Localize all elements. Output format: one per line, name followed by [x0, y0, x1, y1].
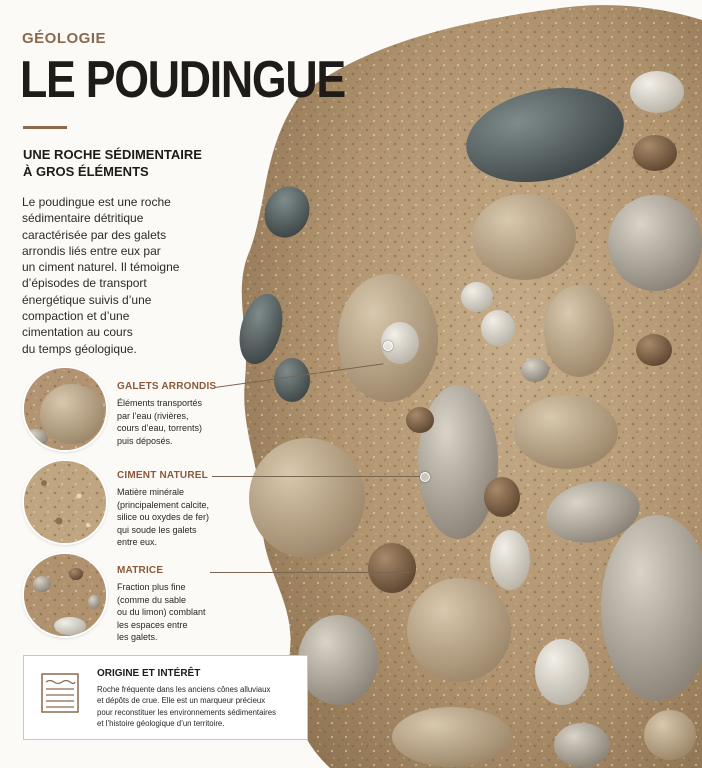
- feature-line: entre eux.: [117, 537, 158, 547]
- origin-line: et dépôts de crue. Elle est un marqueur précieux: [97, 696, 266, 706]
- title-divider: [23, 126, 67, 129]
- feature-desc-matrice: [117, 581, 227, 644]
- feature-title-ciment: CIMENT NATUREL: [117, 470, 208, 481]
- feature-title-matrice: MATRICE: [117, 565, 164, 576]
- page-subtitle: [23, 146, 253, 180]
- origin-info-box: [23, 655, 308, 740]
- feature-line: puis déposés.: [117, 435, 173, 446]
- intro-line: un ciment naturel. Il témoigne: [22, 260, 180, 275]
- feature-title-galets: GALETS ARRONDIS: [117, 381, 217, 392]
- origin-title: ORIGINE ET INTÉRÊT: [97, 668, 201, 679]
- strata-layers-icon: [41, 673, 79, 713]
- feature-desc-galets: [117, 397, 227, 447]
- intro-line: arrondis liés entre eux par: [22, 243, 161, 258]
- leader-line-matrice: [210, 572, 410, 573]
- eyebrow-category: GÉOLOGIE: [22, 30, 107, 47]
- intro-line: caractérisée par des galets: [22, 227, 167, 242]
- subtitle-line: UNE ROCHE SÉDIMENTAIRE: [23, 147, 202, 162]
- feature-line: cours d’eau, torrents): [117, 423, 203, 433]
- intro-line: cimentation au cours: [22, 325, 133, 340]
- callout-marker-galets: [383, 341, 393, 351]
- callout-marker-ciment: [420, 472, 430, 482]
- intro-line: du temps géologique.: [22, 341, 137, 356]
- feature-line: les galets.: [117, 632, 158, 642]
- feature-line: par l’eau (rivières,: [117, 410, 189, 421]
- feature-line: (comme du sable: [117, 594, 187, 605]
- page-title: LE POUDINGUE: [20, 51, 345, 109]
- intro-line: compaction et d’une: [22, 309, 130, 324]
- pebble-closeup-thumbnail: [24, 368, 106, 450]
- feature-line: (principalement calcite,: [117, 499, 210, 510]
- feature-line: silice ou oxydes de fer): [117, 512, 210, 522]
- cement-closeup-thumbnail: [24, 461, 106, 543]
- feature-line: Matière minérale: [117, 487, 185, 497]
- intro-line: énergétique suivis d’une: [22, 292, 152, 307]
- feature-line: qui soude les galets: [117, 524, 197, 535]
- origin-line: Roche fréquente dans les anciens cônes alluviaux: [97, 685, 271, 694]
- intro-line: d’épisodes de transport: [22, 276, 147, 291]
- origin-text: [97, 684, 302, 730]
- feature-desc-ciment: [117, 486, 227, 549]
- origin-line: pour reconstituer les environnements sédimentaires: [97, 707, 276, 717]
- matrix-closeup-thumbnail: [24, 554, 106, 636]
- intro-paragraph: [22, 194, 217, 357]
- feature-line: Éléments transportés: [117, 398, 203, 408]
- intro-line: sédimentaire détritique: [22, 211, 144, 226]
- leader-line-ciment: [212, 476, 420, 477]
- intro-line: Le poudingue est une roche: [22, 195, 171, 209]
- feature-line: ou du limon) comblant: [117, 607, 206, 617]
- subtitle-line: À GROS ÉLÉMENTS: [23, 164, 149, 179]
- origin-line: et l’histoire géologique d’un territoire.: [97, 719, 225, 729]
- feature-line: Fraction plus fine: [117, 582, 186, 592]
- feature-line: les espaces entre: [117, 619, 188, 630]
